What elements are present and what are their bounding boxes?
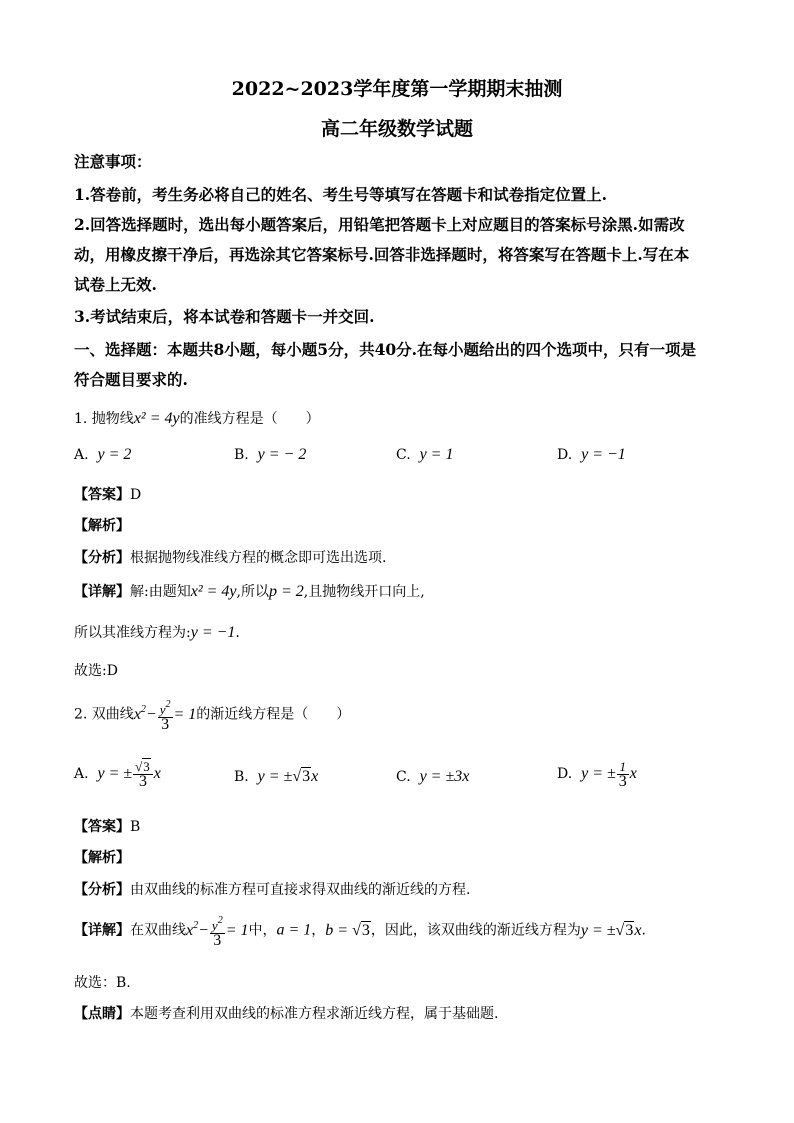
notice-line-5: 3.考试结束后，将本试卷和答题卡一并交回.: [74, 307, 375, 326]
notice-line-3: 动，用橡皮擦干净后，再选涂其它答案标号.回答非选择题时，将答案写在答题卡上.写在本: [74, 245, 690, 264]
q1-detail: 【详解】解:由题知x² = 4y,所以p = 2,且抛物线开口向上,: [74, 583, 425, 600]
q1-suffix: 的准线方程是（ ）: [179, 411, 320, 427]
q1-option-d: D. y = −1: [557, 446, 626, 463]
exam-subtitle: 高二年级数学试题: [320, 118, 473, 140]
q2-choice: 故选：B.: [74, 975, 131, 991]
q1-stem: [74, 408, 320, 428]
q1-directrix: 所以其准线方程为:y = −1.: [74, 624, 240, 641]
q2-option-a: A. y = ± $\frac{√3}{3}$ x: [74, 759, 161, 790]
q1-prefix: 1. 抛物线: [74, 411, 134, 427]
q1-answer: 【答案】D: [74, 487, 142, 503]
q2-equation: $x^2-$ $\frac{y^2}{3}$ = 1: [133, 699, 197, 733]
q2-stem: 2. 双曲线$x^2-$ $\frac{y^2}{3}$ = 1的渐近线方程是（ ）: [74, 699, 351, 733]
exam-title: 2022~2023学年度第一学期期末抽测: [231, 78, 563, 100]
q2-detail: 【详解】在双曲线$x^2-$ $\frac{y^2}{3}$ = 1中，a = 1，b = √3，因此，该双曲线的渐近线方程为y = ±√3x.: [74, 915, 646, 949]
q2-option-d: D. y = ± $\frac{1}{3}$ x: [557, 759, 637, 790]
notice-line-1: 1.答卷前，考生务必将自己的姓名、考生号等填写在答题卡和试卷指定位置上.: [74, 185, 608, 204]
notice-line-4: 试卷上无效.: [74, 275, 157, 294]
q2-analysis-tag: 【解析】: [74, 850, 130, 866]
q1-analysis-tag: 【解析】: [74, 518, 130, 534]
q2-fenxi: 【分析】由双曲线的标准方程可直接求得双曲线的渐近线的方程.: [74, 882, 471, 898]
q1-option-b: B. y = − 2: [234, 446, 307, 463]
notice-line-2: 2.回答选择题时，选出每小题答案后，用铅笔把答题卡上对应题目的答案标号涂黑.如需改: [74, 215, 685, 234]
section-heading-line-2: 符合题目要求的.: [74, 370, 188, 389]
section-heading-line-1: 一、选择题：本题共8小题，每小题5分，共40分.在每小题给出的四个选项中，只有一项是: [74, 340, 697, 359]
q2-comment: 【点睛】本题考查利用双曲线的标准方程求渐近线方程，属于基础题.: [74, 1006, 499, 1022]
notice-heading: 注意事项：: [74, 152, 152, 171]
q2-option-b: B. y = ±√3x: [234, 768, 319, 785]
q1-option-c: C. y = 1: [396, 446, 454, 463]
q1-equation: x² = 4y: [133, 410, 180, 427]
q1-option-a: A. y = 2: [74, 446, 132, 463]
q1-fenxi: 【分析】根据抛物线准线方程的概念即可选出选项.: [74, 550, 387, 566]
q2-answer: 【答案】B: [74, 819, 141, 835]
q2-option-c: C. y = ±3x: [396, 768, 470, 785]
q1-choice: 故选:D: [74, 663, 118, 679]
